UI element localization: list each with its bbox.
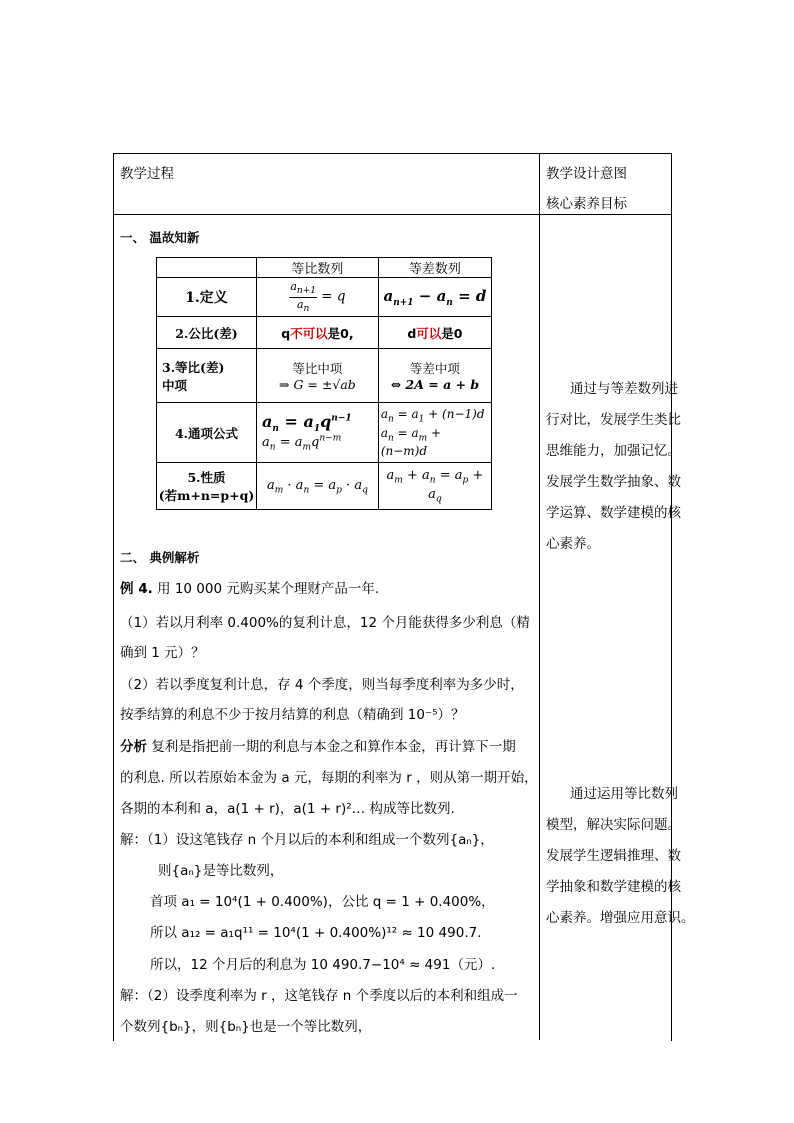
header-divider [113,214,671,215]
table-row [157,278,492,317]
question1-line2: 确到 1 元）？ [120,645,205,661]
ratio-geometric: q不可以是0, [257,317,379,349]
question2-line2: 按季结算的利息不少于按月结算的利息（精确到 10⁻⁵）？ [120,707,465,723]
mid-geometric: 等比中项 ⇒ G = ±√ab [257,349,379,403]
table-row [157,258,492,278]
section-example-title: 二、 典例解析 [120,550,200,565]
def-geometric-formula: $\frac{a_{n+1}}{a_n}$ = q [257,278,379,317]
analysis-line1: 分析 复利是指把前一期的利息与本金之和算作本金，再计算下一期 [120,739,516,755]
design-note-1: 通过与等差数列进 行对比，发展学生类比 思维能力，加强记忆。 发展学生数学抽象、数 学运算、数学建模的核 心素养。 [546,381,681,552]
table-row [157,403,492,463]
comparison-table [156,257,492,510]
solution1-line4: 所以 a₁₂ = a₁q¹¹ = 10⁴(1 + 0.400%)¹² ≈ 10 490.7. [150,925,482,941]
header-core-goal: 核心素养目标 [546,196,627,212]
mid-arithmetic: 等差中项 ⇔ 2A = a + b [378,349,491,403]
row-property: 5.性质 (若m+n=p+q) [157,463,257,510]
table-row [157,463,492,510]
question2-line1: （2）若以季度复利计息，存 4 个季度，则当每季度利率为多少时， [120,677,524,693]
question1-line1: （1）若以月利率 0.400%的复利计息，12 个月能获得多少利息（精 [120,615,530,631]
design-note-2: 通过运用等比数列 模型，解决实际问题。 发展学生逻辑推理、数 学抽象和数学建模的核 心素养。增强应用意识。 [546,786,695,926]
analysis-line2: 的利息. 所以若原始本金为 a 元，每期的利率为 r ，则从第一期开始， [120,770,538,786]
col-geometric: 等比数列 [257,258,379,278]
row-definition: 1.定义 [157,278,257,317]
def-arithmetic-formula: $a_{n+1} - a_n = d$ [378,278,491,317]
prop-arithmetic: $a_m + a_n = a_p + a_q$ [378,463,491,510]
general-geometric: $a_n = a_1q^{n-1}$ $a_n = a_mq^{n-m}$ [257,403,379,463]
column-divider [539,153,540,1040]
col-arithmetic: 等差数列 [378,258,491,278]
general-arithmetic: $a_n = a_1 + (n-1)d$ $a_n = a_m + (n-m)d$ [378,403,491,463]
solution1-line1: 解：（1）设这笔钱存 n 个月以后的本利和组成一个数列{aₙ}， [120,832,494,848]
ratio-arithmetic: d可以是0 [378,317,491,349]
table-row [157,317,492,349]
row-ratio: 2.公比(差) [157,317,257,349]
solution1-line3: 首项 a₁ = 10⁴(1 + 0.400%)，公比 q = 1 + 0.400%， [150,894,495,910]
row-general-term: 4.通项公式 [157,403,257,463]
header-process: 教学过程 [120,166,174,182]
solution1-line2: 则{aₙ}是等比数列， [158,863,284,879]
solution2-line1: 解：（2）设季度利率为 r ，这笔钱存 n 个季度以后的本利和组成一 [120,988,518,1004]
header-design-intent: 教学设计意图 [546,166,627,182]
section-review-title: 一、 温故知新 [120,230,200,245]
analysis-line3: 各期的本利和 a，a(1 + r)，a(1 + r)²… 构成等比数列. [120,801,455,817]
solution1-line5: 所以，12 个月后的利息为 10 490.7−10⁴ ≈ 491（元）. [150,957,496,973]
example-statement: 例 4. 用 10 000 元购买某个理财产品一年. [120,581,380,597]
table-row [157,349,492,403]
prop-geometric: $a_m \cdot a_n = a_p \cdot a_q$ [257,463,379,510]
solution2-line2: 个数列{bₙ}，则{bₙ}也是一个等比数列， [120,1019,372,1035]
row-middle-term: 3.等比(差) 中项 [157,349,257,403]
